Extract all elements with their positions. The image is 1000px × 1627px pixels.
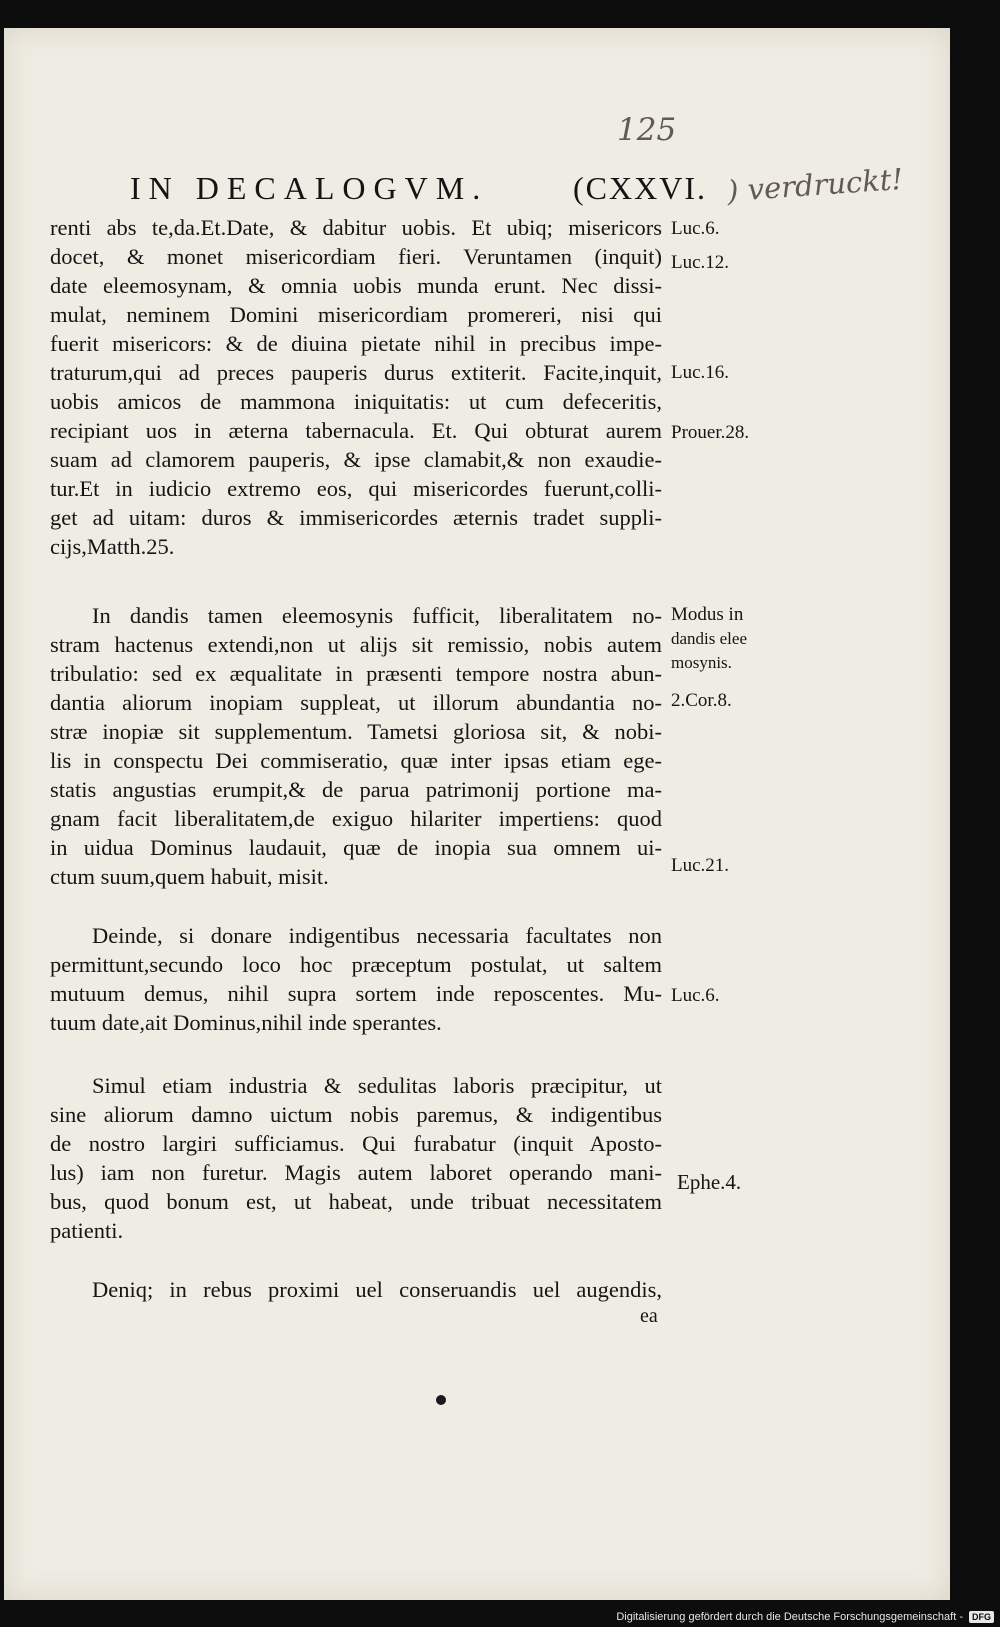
text-line: patienti. — [50, 1218, 124, 1243]
text-line: lus) iam non furetur. Magis autem laboret operando mani- — [50, 1160, 662, 1185]
handwritten-note: ) verdruckt! — [726, 161, 905, 209]
text-line: stræ inopiæ sit supplementum. Tametsi gloriosa sit, & nobi- — [50, 719, 662, 744]
text-line: fuerit misericors: & de diuina pietate nihil in precibus impe- — [50, 331, 662, 356]
paragraph-5 — [50, 1275, 662, 1304]
catchword: ea — [640, 1305, 658, 1327]
text-line: renti abs te,da.Et.Date, & dabitur uobis. Et ubiq; misericors — [50, 215, 662, 240]
margin-note: Luc.6. — [671, 985, 720, 1006]
text-line: de nostro largiri sufficiamus. Qui furabatur (inquit Aposto- — [50, 1131, 662, 1156]
text-line: In dandis tamen eleemosynis fufficit, liberalitatem no- — [92, 603, 662, 628]
text-line: tribulatio: sed ex æqualitate in præsenti tempore nostra abun- — [50, 661, 662, 686]
text-line: statis angustias erumpit,& de parua patrimonij portione ma- — [50, 777, 662, 802]
text-line: stram hactenus extendi,non ut alijs sit remissio, nobis autem — [50, 632, 662, 657]
margin-note: mosynis. — [671, 653, 732, 672]
margin-note: Luc.16. — [671, 362, 730, 383]
margin-note: Modus in — [671, 604, 744, 625]
footer-bar — [610, 1606, 1000, 1627]
text-line: recipiant uos in æterna tabernacula. Et. Qui obturat aurem — [50, 418, 662, 443]
text-line: mulat, neminem Domini misericordiam promereri, nisi qui — [50, 302, 662, 327]
paragraph-4 — [50, 1071, 662, 1245]
text-line: traturum,qui ad preces pauperis durus extiterit. Facite,inquit, — [50, 360, 662, 385]
margin-note: 2.Cor.8. — [671, 690, 732, 711]
text-line: get ad uitam: duros & immisericordes æternis tradet suppli- — [50, 505, 662, 530]
text-line: in uidua Dominus laudauit, quæ de inopia sua omnem ui- — [50, 835, 662, 860]
text-line: mutuum demus, nihil supra sortem inde reposcentes. Mu- — [50, 981, 662, 1006]
paragraph-1 — [50, 213, 662, 561]
text-line: uobis amicos de mammona iniquitatis: ut cum defeceritis, — [50, 389, 662, 414]
text-line: tuum date,ait Dominus,nihil inde sperantes. — [50, 1010, 442, 1035]
paragraph-3 — [50, 921, 662, 1037]
text-line: tur.Et in iudicio extremo eos, qui misericordes fuerunt,colli- — [50, 476, 662, 501]
text-line: Simul etiam industria & sedulitas laboris præcipitur, ut — [92, 1073, 662, 1098]
text-line: Deinde, si donare indigentibus necessaria facultates non — [92, 923, 662, 948]
footer-text: Digitalisierung gefördert durch die Deutsche Forschungsgemeinschaft - — [616, 1610, 963, 1623]
handwritten-folio-number: 125 — [617, 112, 677, 148]
margin-note: Luc.6. — [671, 218, 720, 239]
text-line: permittunt,secundo loco hoc præceptum postulat, ut saltem — [50, 952, 662, 977]
text-line: date eleemosynam, & omnia uobis munda erunt. Nec dissi- — [50, 273, 662, 298]
text-line: sine aliorum damno uictum nobis paremus, & indigentibus — [50, 1102, 662, 1127]
text-line: ctum suum,quem habuit, misit. — [50, 864, 329, 889]
running-head: IN DECALOGVM. — [130, 170, 489, 206]
ink-dot — [436, 1395, 446, 1405]
text-line: Deniq; in rebus proximi uel conseruandis uel augendis, — [92, 1277, 662, 1302]
printed-folio-number: (CXXVI. — [573, 170, 707, 206]
margin-note: Prouer.28. — [671, 422, 750, 443]
text-line: suam ad clamorem pauperis, & ipse clamabit,& non exaudie- — [50, 447, 662, 472]
text-line: bus, quod bonum est, ut habeat, unde tribuat necessitatem — [50, 1189, 662, 1214]
margin-note: Luc.21. — [671, 855, 730, 876]
margin-note: Luc.12. — [671, 252, 730, 273]
text-line: dantia aliorum inopiam suppleat, ut illorum abundantia no- — [50, 690, 662, 715]
dfg-logo-icon: DFG — [969, 1611, 994, 1623]
text-line: docet, & monet misericordiam fieri. Veruntamen (inquit) — [50, 244, 662, 269]
text-line: cijs,Matth.25. — [50, 534, 175, 559]
margin-note: Ephe.4. — [677, 1170, 742, 1194]
text-line: lis in conspectu Dei commiseratio, quæ inter ipsas etiam ege- — [50, 748, 662, 773]
paragraph-2 — [50, 601, 662, 891]
margin-note: dandis elee — [671, 629, 747, 648]
text-line: gnam facit liberalitatem,de exiguo hilariter impertiens: quod — [50, 806, 662, 831]
